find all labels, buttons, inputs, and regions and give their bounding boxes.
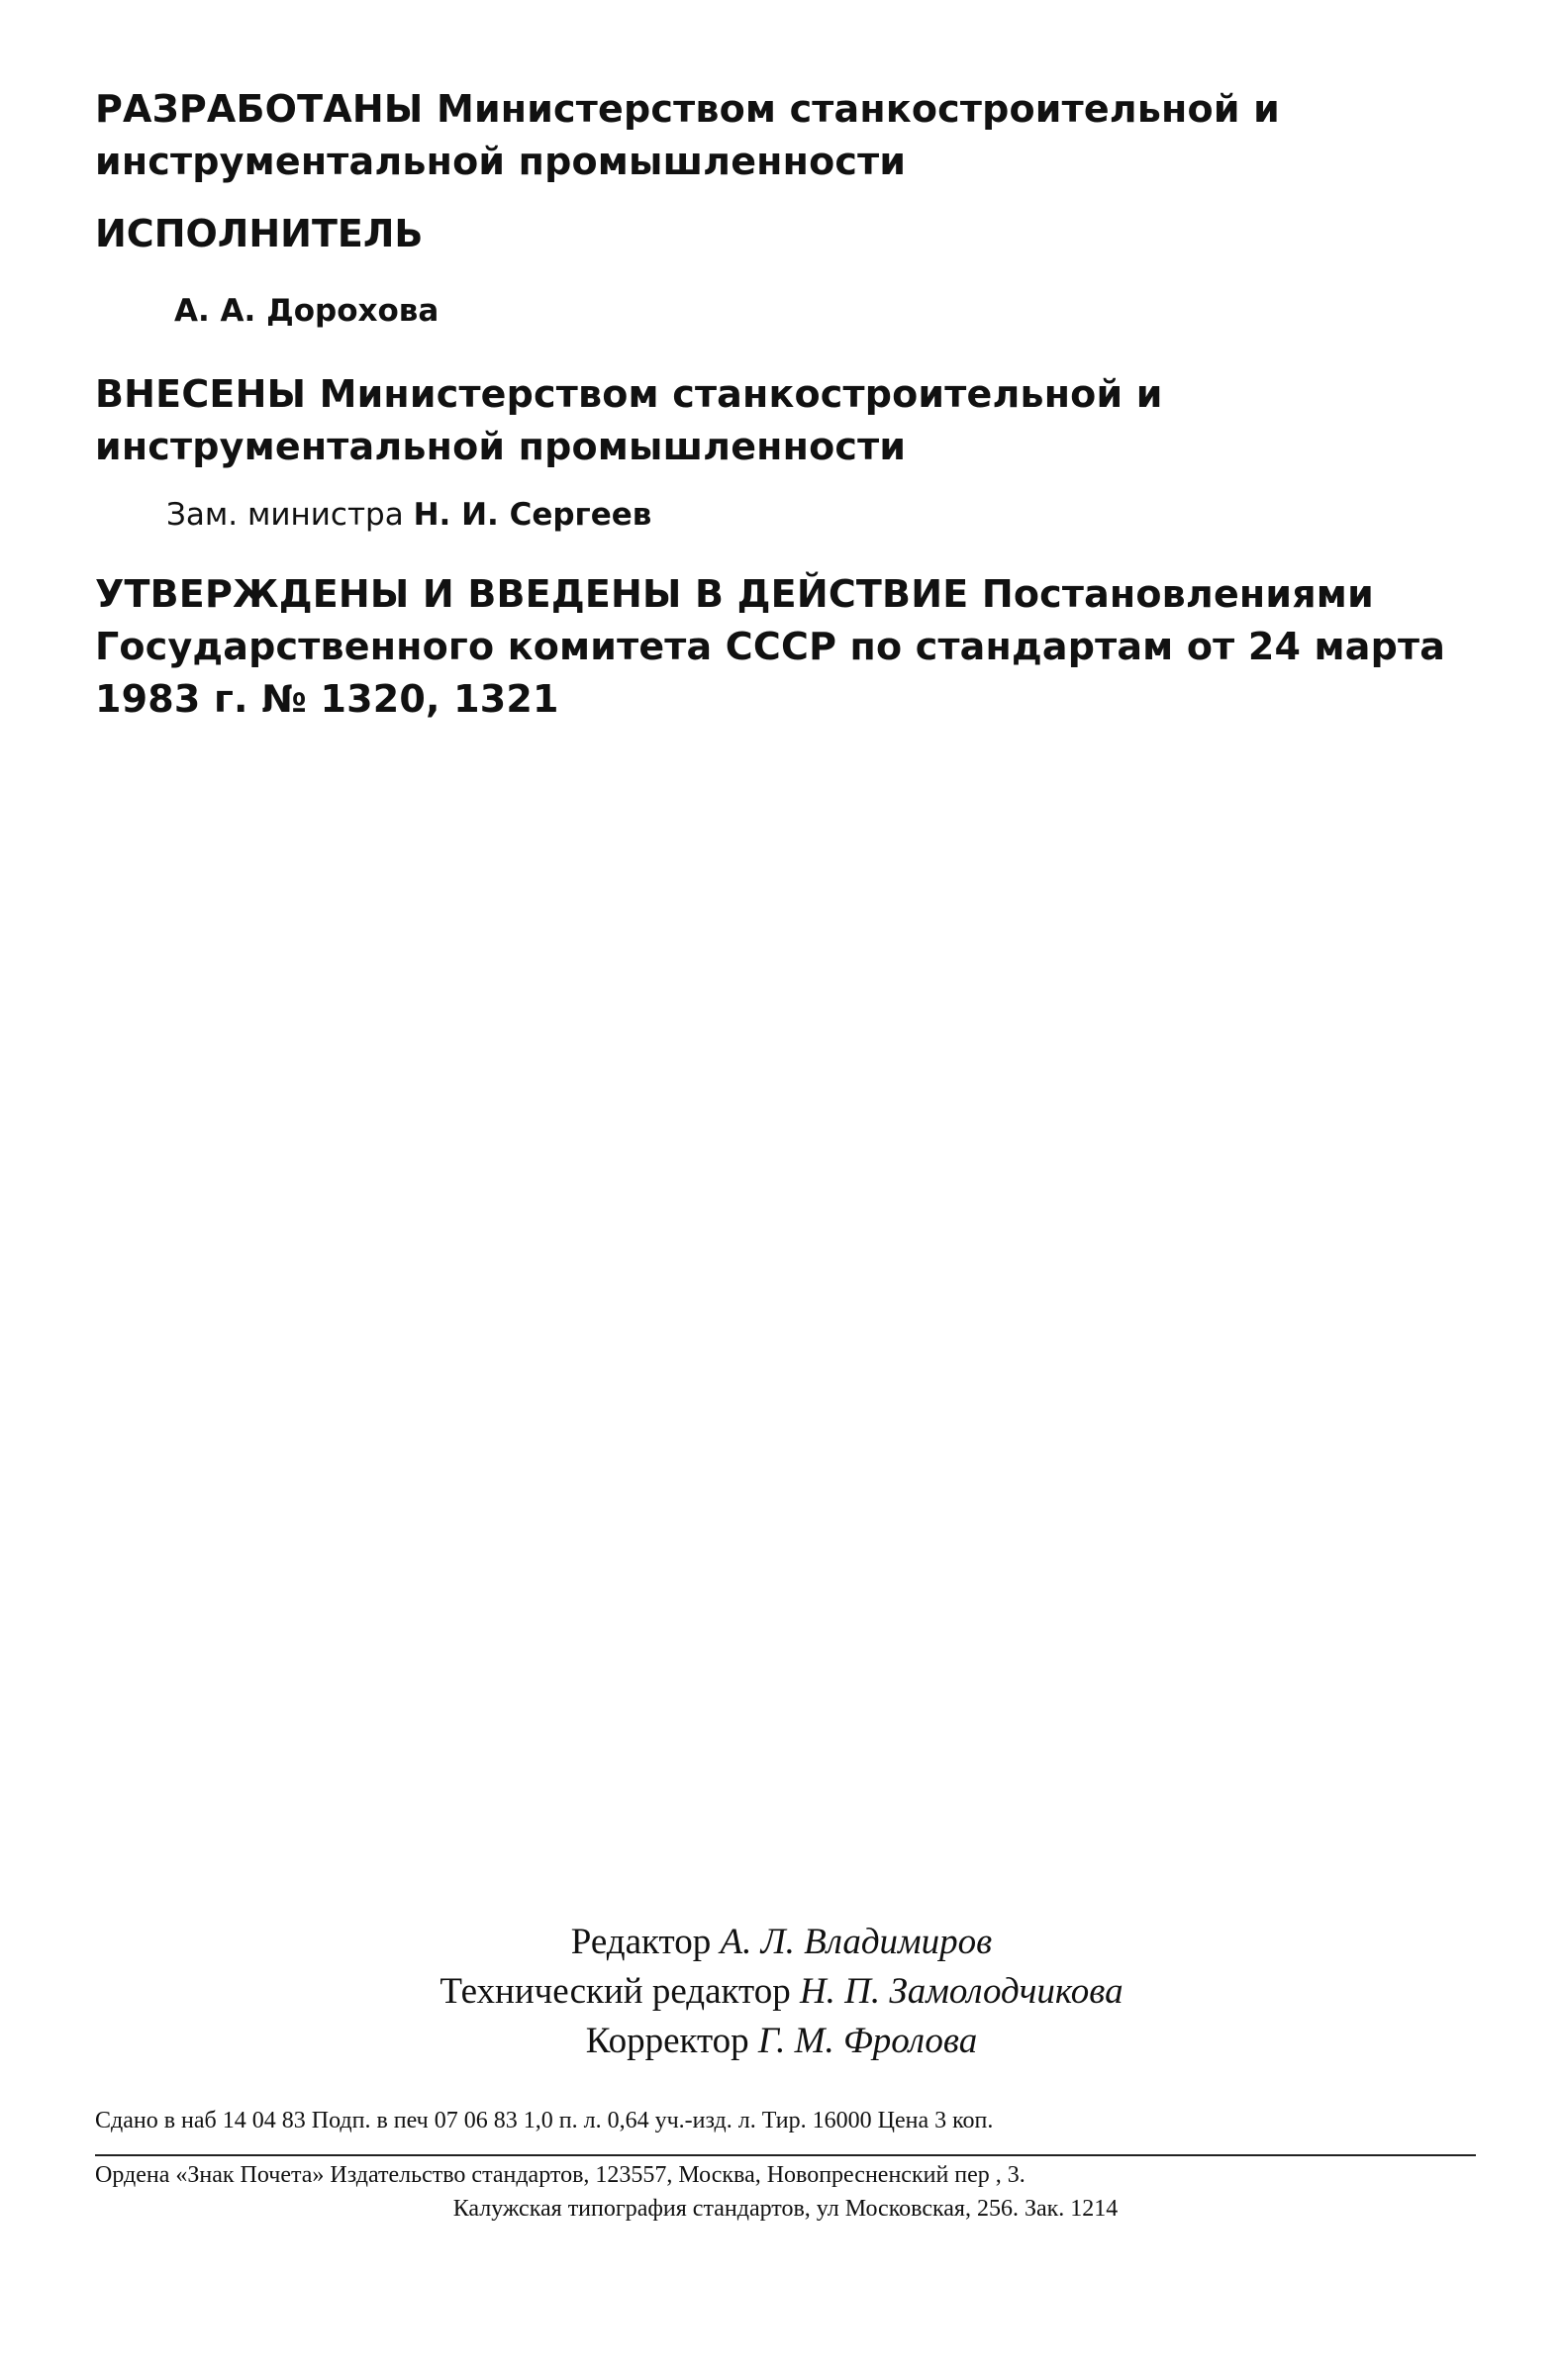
- credit-role: Редактор: [570, 1922, 712, 1962]
- approved-lead: УТВЕРЖДЕНЫ И ВВЕДЕНЫ В ДЕЙСТВИЕ: [95, 572, 969, 616]
- deputy-minister: [166, 493, 651, 537]
- credit-name: Г. М. Фролова: [757, 2021, 978, 2061]
- credit-name: Н. П. Замолодчикова: [799, 1971, 1123, 2012]
- developed-lead: РАЗРАБОТАНЫ: [95, 87, 424, 131]
- approved-text: Постановлениями Государственного комитета СССР по стандартам от 24 марта 1983 г. № 1320, 1321: [95, 572, 1446, 721]
- executor-name-text: А. А. Дорохова: [174, 293, 440, 329]
- imprint-line-1: Сдано в наб 14 04 83 Подп. в печ 07 06 83 1,0 п. л. 0,64 уч.-изд. л. Тир. 16000 Цена 3 коп.: [95, 2108, 994, 2133]
- executor-name: [174, 289, 439, 333]
- deputy-role: Зам. министра: [166, 497, 404, 533]
- credit-role: Корректор: [585, 2021, 749, 2061]
- introduced-text: Министерством станкостроительной и инструментальной промышленности: [95, 372, 1163, 468]
- credit-name: А. Л. Владимиров: [720, 1922, 993, 1962]
- executor-heading: ИСПОЛНИТЕЛЬ: [95, 212, 424, 255]
- introduced-paragraph: [95, 368, 1476, 473]
- deputy-name: Н. И. Сергеев: [413, 497, 652, 533]
- imprint-divider: [95, 2154, 1476, 2156]
- imprint-line-3: Калужская типография стандартов, ул Московская, 256. Зак. 1214: [452, 2196, 1119, 2222]
- approved-paragraph: [95, 568, 1476, 726]
- credit-corrector: [0, 2017, 1563, 2066]
- developed-text: Министерством станкостроительной и инструментальной промышленности: [95, 87, 1280, 183]
- developed-paragraph: [95, 83, 1476, 188]
- credit-role: Технический редактор: [440, 1971, 791, 2012]
- credit-tech-editor: [0, 1967, 1563, 2017]
- imprint-line-2: Ордена «Знак Почета» Издательство стандартов, 123557, Москва, Новопресненский пер , 3.: [95, 2162, 1026, 2188]
- credit-editor: [0, 1918, 1563, 1967]
- introduced-lead: ВНЕСЕНЫ: [95, 372, 307, 416]
